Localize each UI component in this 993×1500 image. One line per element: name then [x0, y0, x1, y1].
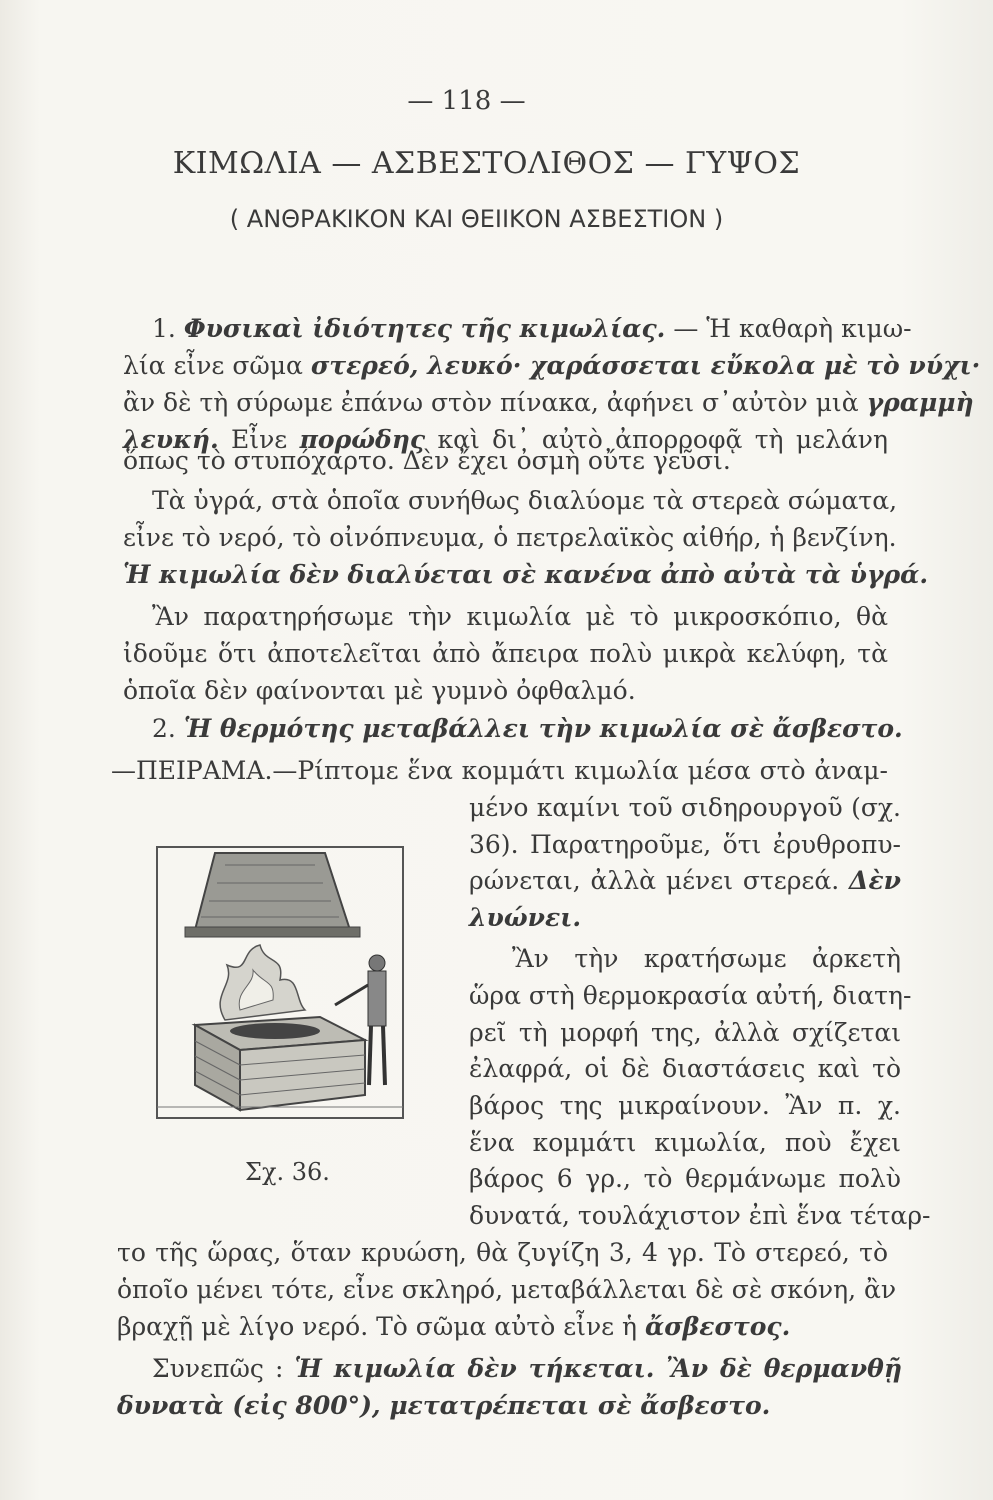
page-number: — 118 — [407, 86, 526, 116]
para1-line3: ἂν δὲ τὴ σύρωμε ἐπάνω στὸν πίνακα, ἀφήνει σ᾿αὐτὸν μιὰ γραμμὴ [123, 388, 974, 417]
para6-line3: ρεῖ τὴ μορφή της, ἀλλὰ σχίζεται [469, 1018, 901, 1047]
para1-line2: λία εἶνε σῶμα στερεό, λευκό· χαράσσεται εὔκολα μὲ τὸ νύχι· [123, 351, 981, 380]
para6-line9: το τῆς ὥρας, ὅταν κρυώση, θὰ ζυγίζη 3, 4 γρ. Τὸ στερεό, τὸ [117, 1238, 888, 1267]
section2-heading: 2. Ἡ θερμότης μεταβάλλει τὴν κιμωλία σὲ ἄσβεστο. [152, 714, 903, 743]
para3-line1: Ἂν παρατηρήσωμε τὴν κιμωλία μὲ τὸ μικροσκόπιο, θὰ [152, 602, 888, 631]
experiment-line5: λυώνει. [469, 903, 582, 932]
para6-line5: βάρος της μικραίνουν. Ἂν π. χ. [469, 1091, 901, 1120]
experiment-line3: 36). Παρατηροῦμε, ὅτι ἐρυθροπυ- [469, 830, 901, 859]
para6-line10: ὁποῖο μένει τότε, εἶνε σκληρό, μεταβάλλεται δὲ σὲ σκόνη, ἂν [117, 1275, 897, 1304]
experiment-line4: ρώνεται, ἀλλὰ μένει στερεά. Δὲν [469, 866, 901, 895]
para3-line2: ἰδοῦμε ὅτι ἀποτελεῖται ἀπὸ ἄπειρα πολὺ μικρὰ κελύφη, τὰ [123, 639, 888, 668]
chapter-subtitle: ( ΑΝΘΡΑΚΙΚΟΝ ΚΑΙ ΘΕΙΙΚΟΝ ΑΣΒΕΣΤΙΟΝ ) [229, 205, 724, 233]
furnace-illustration [155, 845, 405, 1120]
para6-line6: ἕνα κομμάτι κιμωλία, ποὺ ἔχει [469, 1128, 901, 1157]
para6-line8: δυνατά, τουλάχιστον ἐπὶ ἕνα τέταρ- [469, 1201, 931, 1230]
para2-line1: Τὰ ὑγρά, στὰ ὁποῖα συνήθως διαλύομε τὰ στερεὰ σώματα, [152, 486, 898, 515]
para2-line3: Ἡ κιμωλία δὲν διαλύεται σὲ κανένα ἀπὸ αὐτὰ τὰ ὑγρά. [123, 560, 929, 589]
para1-line4: λευκή. Εἶνε πορώδης καὶ δι᾿ αὐτὸ ἀπορροφᾷ τὴ μελάνη [123, 425, 888, 454]
para1-line5: ὅπως τὸ στυπόχαρτο. Δὲν ἔχει ὀσμὴ οὔτε γεῦσι. [123, 446, 731, 475]
para6-line11: βραχῇ μὲ λίγο νερό. Τὸ σῶμα αὐτὸ εἶνε ἡ ἄσβεστος. [117, 1312, 791, 1341]
experiment-line1: —ΠΕΙΡΑΜΑ.—Ρίπτομε ἕνα κομμάτι κιμωλία μέσα στὸ ἀναμ- [111, 756, 888, 785]
para6-line1: Ἂν τὴν κρατήσωμε ἀρκετὴ [512, 944, 901, 973]
chapter-title: ΚΙΜΩΛΙΑ — ΑΣΒΕΣΤΟΛΙΘΟΣ — ΓΥΨΟΣ [172, 146, 801, 181]
para1-line1: 1. Φυσικαὶ ἰδιότητες τῆς κιμωλίας. — Ἡ καθαρὴ κιμω- [152, 314, 912, 343]
conclusion-line2: δυνατὰ (εἰς 800°), μετατρέπεται σὲ ἄσβεστο. [117, 1391, 771, 1420]
conclusion-line1: Συνεπῶς : Ἡ κιμωλία δὲν τήκεται. Ἂν δὲ θερμανθῇ [152, 1354, 902, 1383]
para3-line3: ὁποῖα δὲν φαίνονται μὲ γυμνὸ ὀφθαλμό. [123, 676, 636, 705]
para6-line2: ὥρα στὴ θερμοκρασία αὐτή, διατη- [469, 981, 912, 1010]
para6-line7: βάρος 6 γρ., τὸ θερμάνωμε πολὺ [469, 1164, 901, 1193]
figure-caption: Σχ. 36. [245, 1158, 330, 1186]
para2-line2: εἶνε τὸ νερό, τὸ οἰνόπνευμα, ὁ πετρελαϊκὸς αἰθήρ, ἡ βενζίνη. [123, 523, 897, 552]
para6-line4: ἐλαφρά, οἱ δὲ διαστάσεις καὶ τὸ [469, 1054, 901, 1083]
experiment-line2: μένο καμίνι τοῦ σιδηρουργοῦ (σχ. [469, 793, 901, 822]
